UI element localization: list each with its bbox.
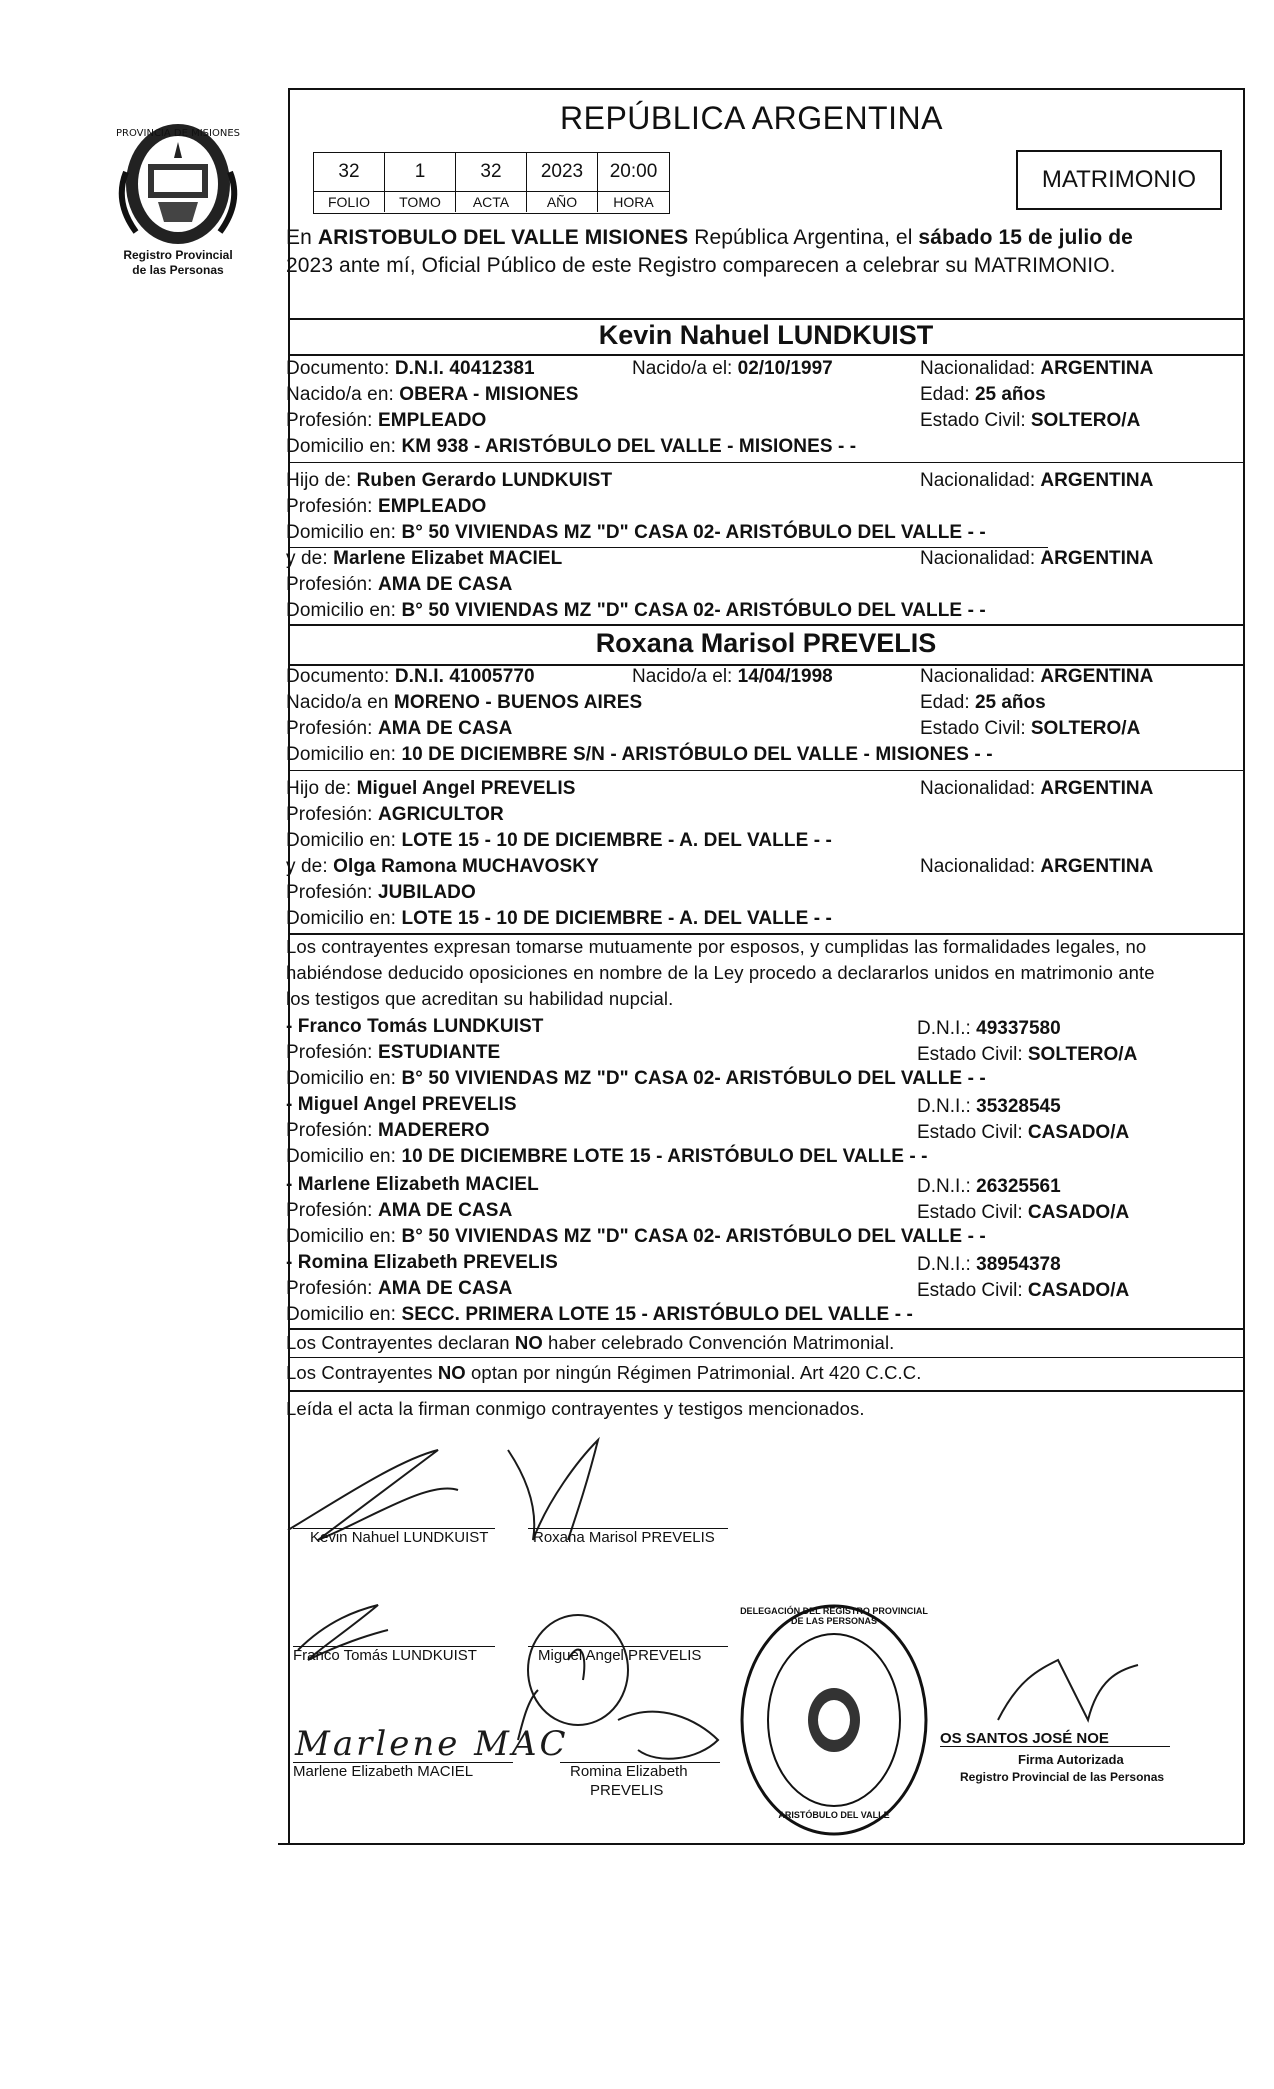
witness-4-name: - Romina Elizabeth PREVELIS — [286, 1252, 558, 1273]
groom-birthplace: Nacido/a en: OBERA - MISIONES — [286, 384, 579, 405]
witness-3-dni: D.N.I.: 26325561 — [917, 1176, 1061, 1197]
groom-civil: Estado Civil: SOLTERO/A — [920, 410, 1141, 431]
groom-father-addr: Domicilio en: B° 50 VIVIENDAS MZ "D" CASA 02- ARISTÓBULO DEL VALLE - - — [286, 522, 986, 543]
groom-born: Nacido/a el: 02/10/1997 — [632, 358, 833, 379]
witness-1-name: - Franco Tomás LUNDKUIST — [286, 1016, 544, 1037]
witness-3-prof: Profesión: AMA DE CASA — [286, 1200, 513, 1221]
witness-4-dni: D.N.I.: 38954378 — [917, 1254, 1061, 1275]
bride-doc-row: Documento: D.N.I. 41005770 — [286, 666, 535, 687]
signature-witness-1: Franco Tomás LUNDKUIST — [293, 1647, 477, 1664]
signature-bride: Roxana Marisol PREVELIS — [533, 1529, 715, 1546]
groom-addr: Domicilio en: KM 938 - ARISTÓBULO DEL VALLE - MISIONES - - — [286, 436, 857, 457]
bride-addr: Domicilio en: 10 DE DICIEMBRE S/N - ARISTÓBULO DEL VALLE - MISIONES - - — [286, 744, 993, 765]
bride-nat: Nacionalidad: ARGENTINA — [920, 666, 1154, 687]
intro-year: 2023 — [286, 254, 334, 277]
declaration-l1: Los contrayentes expresan tomarse mutuamente por esposos, y cumplidas las formalidades legales, no — [286, 936, 1147, 957]
hora-label: HORA — [613, 194, 654, 210]
anio-value: 2023 — [527, 153, 598, 192]
bride-father-nat: Nacionalidad: ARGENTINA — [920, 778, 1154, 799]
handwritten-signature: Marlene MAC — [295, 1724, 569, 1764]
groom-age: Edad: 25 años — [920, 384, 1046, 405]
groom-mother-addr: Domicilio en: B° 50 VIVIENDAS MZ "D" CASA 02- ARISTÓBULO DEL VALLE - - — [286, 600, 986, 621]
frame-right — [1243, 88, 1245, 320]
frame-right-2 — [1243, 318, 1245, 1844]
folio-value: 32 — [314, 153, 385, 192]
bride-father-prof: Profesión: AGRICULTOR — [286, 804, 504, 825]
groom-prof: Profesión: EMPLEADO — [286, 410, 487, 431]
groom-mother-nat: Nacionalidad: ARGENTINA — [920, 548, 1154, 569]
seal-top-text: PROVINCIA DE MISIONES — [116, 128, 240, 139]
bride-father: Hijo de: Miguel Angel PREVELIS — [286, 778, 576, 799]
bride-civil: Estado Civil: SOLTERO/A — [920, 718, 1141, 739]
witness-1-addr: Domicilio en: B° 50 VIVIENDAS MZ "D" CASA 02- ARISTÓBULO DEL VALLE - - — [286, 1068, 986, 1089]
witness-2-civil: Estado Civil: CASADO/A — [917, 1122, 1130, 1143]
witness-2-addr: Domicilio en: 10 DE DICIEMBRE LOTE 15 - ARISTÓBULO DEL VALLE - - — [286, 1146, 928, 1167]
bride-mother-addr: Domicilio en: LOTE 15 - 10 DE DICIEMBRE - A. DEL VALLE - - — [286, 908, 832, 929]
groom-father: Hijo de: Ruben Gerardo LUNDKUIST — [286, 470, 613, 491]
doc-type: MATRIMONIO — [1041, 166, 1197, 193]
groom-mother-prof: Profesión: AMA DE CASA — [286, 574, 513, 595]
bride-mother-nat: Nacionalidad: ARGENTINA — [920, 856, 1154, 877]
signature-witness-4-a: Romina Elizabeth — [570, 1763, 688, 1780]
intro-line-1: En ARISTOBULO DEL VALLE MISIONES República Argentina, el sábado 15 de julio de — [286, 226, 1133, 249]
witness-4-addr: Domicilio en: SECC. PRIMERA LOTE 15 - ARISTÓBULO DEL VALLE - - — [286, 1304, 913, 1325]
groom-nat: Nacionalidad: ARGENTINA — [920, 358, 1154, 379]
official-stamp — [736, 1600, 932, 1840]
groom-father-prof: Profesión: EMPLEADO — [286, 496, 487, 517]
bride-prof: Profesión: AMA DE CASA — [286, 718, 513, 739]
frame-top — [288, 88, 1244, 90]
intro-line-2: 2023 ante mí, Oficial Público de este Registro comparecen a celebrar su MATRIMONIO. — [286, 254, 1116, 277]
declaration-l3: los testigos que acreditan su habilidad nupcial. — [286, 988, 674, 1009]
stamp-inner-text: ARISTÓBULO DEL VALLE — [778, 1810, 890, 1820]
signature-witness-3: Marlene Elizabeth MACIEL — [293, 1763, 474, 1780]
intro-date: sábado 15 de julio de — [918, 226, 1133, 249]
witness-2-dni: D.N.I.: 35328545 — [917, 1096, 1061, 1117]
bride-born: Nacido/a el: 14/04/1998 — [632, 666, 833, 687]
acta-label: ACTA — [456, 192, 527, 212]
regime-l1: Los Contrayentes declaran NO haber celebrado Convención Matrimonial. — [286, 1332, 895, 1353]
witness-4-prof: Profesión: AMA DE CASA — [286, 1278, 513, 1299]
frame-bottom — [278, 1843, 1244, 1845]
logo-caption-2: de las Personas — [132, 263, 224, 277]
tomo-value: 1 — [385, 153, 456, 192]
signature-witness-2: Miguel Angel PREVELIS — [538, 1647, 702, 1664]
official-name: OS SANTOS JOSÉ NOE — [940, 1730, 1109, 1747]
acta-value: 32 — [456, 153, 527, 192]
bride-mother-prof: Profesión: JUBILADO — [286, 882, 476, 903]
groom-father-nat: Nacionalidad: ARGENTINA — [920, 470, 1154, 491]
regime-l2: Los Contrayentes NO optan por ningún Régimen Patrimonial. Art 420 C.C.C. — [286, 1362, 922, 1383]
witness-1-civil: Estado Civil: SOLTERO/A — [917, 1044, 1138, 1065]
official-role: Firma Autorizada — [1018, 1752, 1124, 1767]
witness-1-prof: Profesión: ESTUDIANTE — [286, 1042, 501, 1063]
witness-3-addr: Domicilio en: B° 50 VIVIENDAS MZ "D" CASA 02- ARISTÓBULO DEL VALLE - - — [286, 1226, 986, 1247]
bride-mother: y de: Olga Ramona MUCHAVOSKY — [286, 856, 599, 877]
tomo-label: TOMO — [385, 192, 456, 212]
stamp-outer-text: DELEGACIÓN DEL REGISTRO PROVINCIAL DE LAS PERSONAS — [740, 1606, 928, 1626]
signature-groom: Kevin Nahuel LUNDKUIST — [310, 1529, 489, 1546]
closing-text: Leída el acta la firman conmigo contrayentes y testigos mencionados. — [286, 1398, 865, 1419]
bride-age: Edad: 25 años — [920, 692, 1046, 713]
witness-2-name: - Miguel Angel PREVELIS — [286, 1094, 517, 1115]
registry-table — [313, 152, 670, 214]
witness-2-prof: Profesión: MADERERO — [286, 1120, 490, 1141]
official-org: Registro Provincial de las Personas — [960, 1770, 1165, 1784]
logo-caption-1: Registro Provincial — [123, 248, 233, 262]
groom-mother: y de: Marlene Elizabet MACIEL — [286, 548, 563, 569]
folio-label: FOLIO — [314, 192, 385, 212]
witness-3-name: - Marlene Elizabeth MACIEL — [286, 1174, 539, 1195]
doc-type-box — [1016, 150, 1222, 210]
bride-name: Roxana Marisol PREVELIS — [595, 628, 937, 658]
anio-label: AÑO — [527, 192, 598, 212]
witness-3-civil: Estado Civil: CASADO/A — [917, 1202, 1130, 1223]
witness-4-civil: Estado Civil: CASADO/A — [917, 1280, 1130, 1301]
witness-1-dni: D.N.I.: 49337580 — [917, 1018, 1061, 1039]
hora-value: 20:00 — [598, 153, 669, 192]
page-title: REPÚBLICA ARGENTINA — [560, 100, 943, 136]
intro-place: ARISTOBULO DEL VALLE MISIONES — [317, 226, 689, 249]
bride-birthplace: Nacido/a en MORENO - BUENOS AIRES — [286, 692, 643, 713]
declaration-l2: habiéndose deducido oposiciones en nombre de la Ley procedo a declararlos unidos en matrimonio ante — [286, 962, 1155, 983]
groom-doc-row: Documento: D.N.I. 40412381 — [286, 358, 535, 379]
groom-name: Kevin Nahuel LUNDKUIST — [598, 320, 934, 350]
bride-father-addr: Domicilio en: LOTE 15 - 10 DE DICIEMBRE - A. DEL VALLE - - — [286, 830, 832, 851]
signature-witness-4-b: PREVELIS — [590, 1782, 664, 1799]
